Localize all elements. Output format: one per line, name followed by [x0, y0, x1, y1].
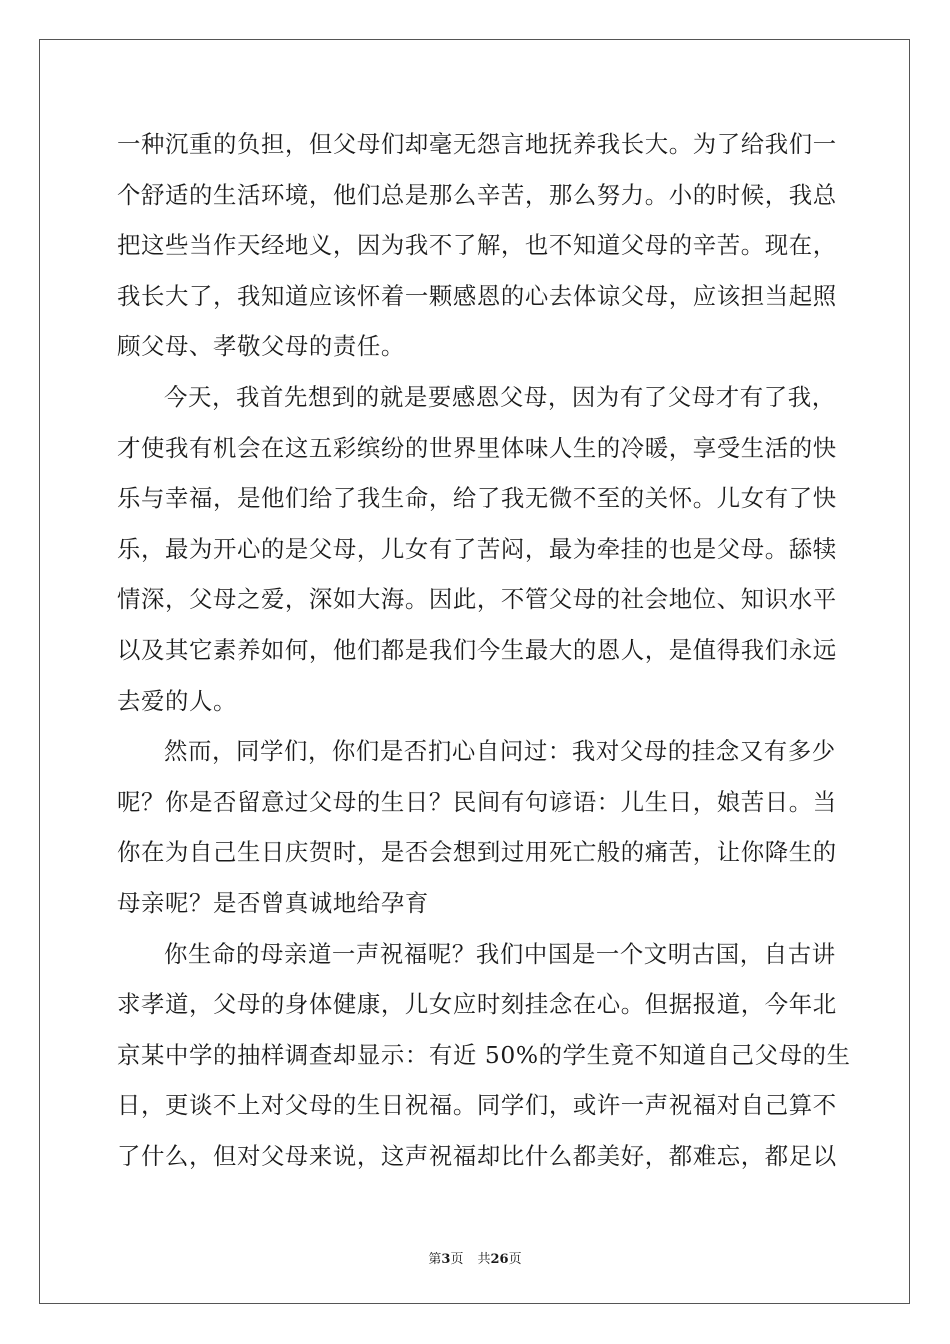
text-line: 个舒适的生活环境，他们总是那么辛苦，那么努力。小的时候，我总 — [117, 180, 837, 209]
paragraph-1 — [117, 119, 837, 372]
page-number: 3 — [441, 1252, 451, 1267]
text-line: 去爱的人。 — [117, 686, 237, 715]
text-line: 乐与幸福，是他们给了我生命，给了我无微不至的关怀。儿女有了快 — [117, 484, 837, 513]
total-suffix: 页 — [508, 1252, 522, 1267]
text-line: 情深，父母之爱，深如大海。因此，不管父母的社会地位、知识水平 — [117, 585, 837, 614]
text-line: 才使我有机会在这五彩缤纷的世界里体味人生的冷暖，享受生活的快 — [117, 433, 837, 462]
text-line: 顾父母、孝敬父母的责任。 — [117, 332, 405, 361]
page-suffix: 页 — [450, 1252, 464, 1267]
text-line: 日，更谈不上对父母的生日祝福。同学们，或许一声祝福对自己算不 — [117, 1091, 837, 1120]
total-pages: 26 — [490, 1252, 509, 1267]
text-line: 把这些当作天经地义，因为我不了解，也不知道父母的辛苦。现在， — [117, 231, 837, 260]
text-line: 你生命的母亲道一声祝福呢？我们中国是一个文明古国，自古讲 — [164, 939, 836, 968]
text-line: 乐，最为开心的是父母，儿女有了苦闷，最为牵挂的也是父母。舔犊 — [117, 534, 837, 563]
text-line: 了什么，但对父母来说，这声祝福却比什么都美好，都难忘，都足以 — [117, 1141, 837, 1170]
text-line: 一种沉重的负担，但父母们却毫无怨言地抚养我长大。为了给我们一 — [117, 130, 837, 158]
total-prefix: 共 — [477, 1252, 491, 1267]
text-line: 今天，我首先想到的就是要感恩父母，因为有了父母才有了我， — [164, 382, 836, 411]
text-line: 母亲呢？是否曾真诚地给孕育 — [117, 888, 429, 917]
text-line: 然而，同学们，你们是否扪心自问过：我对父母的挂念又有多少 — [164, 737, 836, 766]
text-line: 呢？你是否留意过父母的生日？民间有句谚语：儿生日，娘苦日。当 — [117, 787, 837, 816]
paragraph-3 — [117, 726, 837, 928]
text-line: 京某中学的抽样调查却显示：有近 50%的学生竟不知道自己父母的生 — [117, 1040, 851, 1069]
text-line: 你在为自己生日庆贺时，是否会想到过用死亡般的痛苦，让你降生的 — [117, 838, 837, 867]
page-prefix: 第 — [428, 1252, 442, 1267]
text-line: 求孝道，父母的身体健康，儿女应时刻挂念在心。但据报道，今年北 — [117, 990, 837, 1019]
paragraph-4 — [117, 929, 851, 1182]
document-body — [117, 119, 851, 1181]
text-line: 我长大了，我知道应该怀着一颗感恩的心去体谅父母，应该担当起照 — [117, 281, 837, 310]
page-footer — [0, 1248, 950, 1267]
text-line: 以及其它素养如何，他们都是我们今生最大的恩人，是值得我们永远 — [117, 635, 837, 664]
paragraph-2 — [117, 372, 837, 726]
